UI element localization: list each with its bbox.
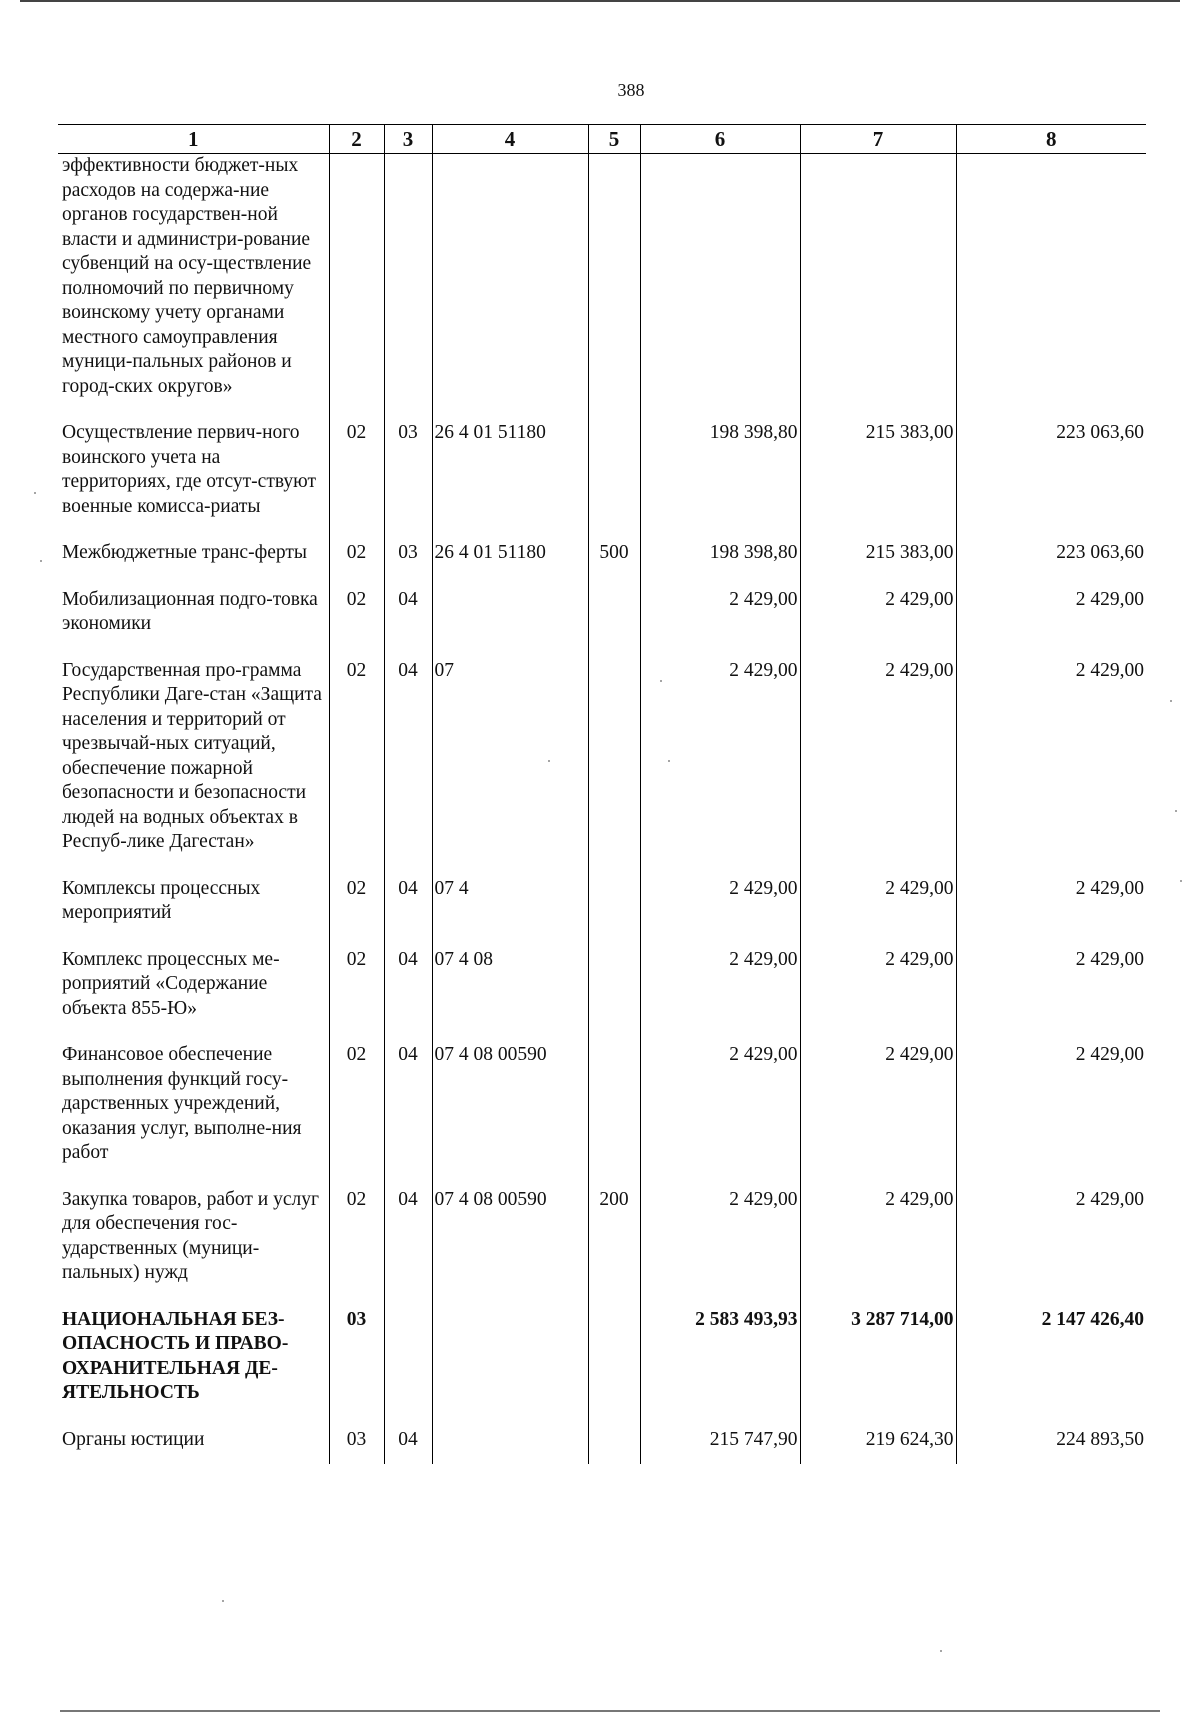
table-row bbox=[58, 1428, 1146, 1465]
header-cell: 6 bbox=[640, 125, 800, 154]
row-name-cell: эффективности бюджет-ных расходов на содержа-ние органов государствен-ной власти и администри-рование субвенций на осу-ществление полномочий по первичному воинскому учету органами местного самоуправления муници-пальных районов и город-ских округов» bbox=[58, 154, 329, 422]
target-article-cell: 26 4 01 51180 bbox=[432, 421, 588, 541]
amount-col8-cell: 223 063,60 bbox=[956, 421, 1146, 541]
amount-col7-cell: 2 429,00 bbox=[800, 1188, 956, 1308]
amount-col8-cell: 2 429,00 bbox=[956, 1188, 1146, 1308]
row-name-cell: Комплекс процессных ме-роприятий «Содержание объекта 855-Ю» bbox=[58, 948, 329, 1044]
amount-col7-cell: 2 429,00 bbox=[800, 948, 956, 1044]
subsection-code-cell: 04 bbox=[384, 1188, 432, 1308]
amount-col6-cell: 215 747,90 bbox=[640, 1428, 800, 1465]
table-row bbox=[58, 1188, 1146, 1308]
scan-speck bbox=[34, 492, 36, 494]
subsection-code-cell: 04 bbox=[384, 659, 432, 877]
expense-type-cell bbox=[588, 154, 640, 422]
table-row bbox=[58, 1308, 1146, 1428]
expense-type-cell bbox=[588, 659, 640, 877]
row-name-cell: Финансовое обеспечение выполнения функций госу-дарственных учреждений, оказания услуг, выполне-ния работ bbox=[58, 1043, 329, 1188]
target-article-cell: 07 4 08 00590 bbox=[432, 1188, 588, 1308]
header-cell: 7 bbox=[800, 125, 956, 154]
subsection-code-cell: 04 bbox=[384, 1043, 432, 1188]
target-article-cell bbox=[432, 1308, 588, 1428]
target-article-cell: 07 4 08 bbox=[432, 948, 588, 1044]
target-article-cell bbox=[432, 1428, 588, 1465]
amount-col6-cell bbox=[640, 154, 800, 422]
header-cell: 8 bbox=[956, 125, 1146, 154]
target-article-cell: 07 bbox=[432, 659, 588, 877]
section-code-cell: 02 bbox=[329, 588, 384, 659]
amount-col8-cell: 223 063,60 bbox=[956, 541, 1146, 588]
amount-col8-cell: 2 429,00 bbox=[956, 588, 1146, 659]
amount-col7-cell: 3 287 714,00 bbox=[800, 1308, 956, 1428]
scan-speck bbox=[40, 560, 42, 562]
amount-col7-cell: 215 383,00 bbox=[800, 421, 956, 541]
header-cell: 3 bbox=[384, 125, 432, 154]
section-code-cell: 02 bbox=[329, 541, 384, 588]
subsection-code-cell: 04 bbox=[384, 1428, 432, 1465]
row-name-cell: Комплексы процессных мероприятий bbox=[58, 877, 329, 948]
amount-col6-cell: 2 429,00 bbox=[640, 877, 800, 948]
amount-col8-cell bbox=[956, 154, 1146, 422]
amount-col6-cell: 2 429,00 bbox=[640, 1043, 800, 1188]
amount-col6-cell: 2 583 493,93 bbox=[640, 1308, 800, 1428]
amount-col7-cell: 219 624,30 bbox=[800, 1428, 956, 1465]
subsection-code-cell: 04 bbox=[384, 588, 432, 659]
row-name-cell: Осуществление первич-ного воинского учета на территориях, где отсут-ствуют военные комисса-риаты bbox=[58, 421, 329, 541]
table-row bbox=[58, 1043, 1146, 1188]
section-code-cell: 02 bbox=[329, 948, 384, 1044]
table-body bbox=[58, 154, 1146, 1465]
section-code-cell: 03 bbox=[329, 1308, 384, 1428]
row-name-cell: Органы юстиции bbox=[58, 1428, 329, 1465]
subsection-code-cell: 04 bbox=[384, 877, 432, 948]
section-code-cell: 03 bbox=[329, 1428, 384, 1465]
scan-speck bbox=[222, 1600, 224, 1602]
scan-edge-top bbox=[20, 0, 1180, 2]
table-row bbox=[58, 948, 1146, 1044]
scan-speck bbox=[1170, 700, 1172, 702]
scan-speck bbox=[940, 1650, 942, 1652]
table-row bbox=[58, 588, 1146, 659]
section-code-cell bbox=[329, 154, 384, 422]
scan-speck bbox=[548, 760, 550, 762]
target-article-cell: 26 4 01 51180 bbox=[432, 541, 588, 588]
amount-col8-cell: 2 429,00 bbox=[956, 1043, 1146, 1188]
row-name-cell: Мобилизационная подго-товка экономики bbox=[58, 588, 329, 659]
amount-col8-cell: 2 147 426,40 bbox=[956, 1308, 1146, 1428]
section-code-cell: 02 bbox=[329, 421, 384, 541]
header-cell: 2 bbox=[329, 125, 384, 154]
table-row bbox=[58, 877, 1146, 948]
target-article-cell: 07 4 08 00590 bbox=[432, 1043, 588, 1188]
expense-type-cell bbox=[588, 1043, 640, 1188]
amount-col7-cell: 2 429,00 bbox=[800, 877, 956, 948]
table-row bbox=[58, 541, 1146, 588]
expense-type-cell: 200 bbox=[588, 1188, 640, 1308]
header-cell: 1 bbox=[58, 125, 329, 154]
header-cell: 5 bbox=[588, 125, 640, 154]
amount-col8-cell: 224 893,50 bbox=[956, 1428, 1146, 1465]
amount-col6-cell: 198 398,80 bbox=[640, 421, 800, 541]
expense-type-cell bbox=[588, 1428, 640, 1465]
scan-speck bbox=[660, 680, 662, 682]
amount-col7-cell: 2 429,00 bbox=[800, 659, 956, 877]
amount-col6-cell: 2 429,00 bbox=[640, 659, 800, 877]
row-name-cell: Государственная про-грамма Республики Даге-стан «Защита населения и территорий от чрезвычай-ных ситуаций, обеспечение пожарной безопасности и безопасности людей на водных объектах в Респуб-лике Дагестан» bbox=[58, 659, 329, 877]
expense-type-cell: 500 bbox=[588, 541, 640, 588]
subsection-code-cell: 04 bbox=[384, 948, 432, 1044]
scan-speck bbox=[1175, 810, 1177, 812]
expense-type-cell bbox=[588, 948, 640, 1044]
amount-col6-cell: 2 429,00 bbox=[640, 948, 800, 1044]
expense-type-cell bbox=[588, 421, 640, 541]
section-code-cell: 02 bbox=[329, 659, 384, 877]
table-row bbox=[58, 659, 1146, 877]
header-row bbox=[58, 125, 1146, 154]
subsection-code-cell: 03 bbox=[384, 421, 432, 541]
budget-table bbox=[58, 124, 1146, 1464]
amount-col8-cell: 2 429,00 bbox=[956, 877, 1146, 948]
subsection-code-cell: 03 bbox=[384, 541, 432, 588]
scan-speck bbox=[668, 760, 670, 762]
target-article-cell bbox=[432, 154, 588, 422]
section-code-cell: 02 bbox=[329, 877, 384, 948]
subsection-code-cell bbox=[384, 154, 432, 422]
table-row bbox=[58, 421, 1146, 541]
subsection-code-cell bbox=[384, 1308, 432, 1428]
row-name-cell: Закупка товаров, работ и услуг для обеспечения гос-ударственных (муници-пальных) нужд bbox=[58, 1188, 329, 1308]
amount-col6-cell: 2 429,00 bbox=[640, 588, 800, 659]
header-cell: 4 bbox=[432, 125, 588, 154]
amount-col6-cell: 198 398,80 bbox=[640, 541, 800, 588]
scan-edge-bottom bbox=[60, 1710, 1160, 1712]
section-code-cell: 02 bbox=[329, 1188, 384, 1308]
amount-col8-cell: 2 429,00 bbox=[956, 948, 1146, 1044]
row-name-cell: НАЦИОНАЛЬНАЯ БЕЗ-ОПАСНОСТЬ И ПРАВО-ОХРАНИТЕЛЬНАЯ ДЕ-ЯТЕЛЬНОСТЬ bbox=[58, 1308, 329, 1428]
amount-col7-cell bbox=[800, 154, 956, 422]
amount-col7-cell: 2 429,00 bbox=[800, 588, 956, 659]
expense-type-cell bbox=[588, 877, 640, 948]
target-article-cell: 07 4 bbox=[432, 877, 588, 948]
scan-speck bbox=[1180, 880, 1182, 882]
amount-col8-cell: 2 429,00 bbox=[956, 659, 1146, 877]
table-row bbox=[58, 154, 1146, 422]
row-name-cell: Межбюджетные транс-ферты bbox=[58, 541, 329, 588]
amount-col7-cell: 2 429,00 bbox=[800, 1043, 956, 1188]
page-number: 388 bbox=[617, 80, 645, 100]
expense-type-cell bbox=[588, 588, 640, 659]
amount-col7-cell: 215 383,00 bbox=[800, 541, 956, 588]
target-article-cell bbox=[432, 588, 588, 659]
amount-col6-cell: 2 429,00 bbox=[640, 1188, 800, 1308]
expense-type-cell bbox=[588, 1308, 640, 1428]
section-code-cell: 02 bbox=[329, 1043, 384, 1188]
